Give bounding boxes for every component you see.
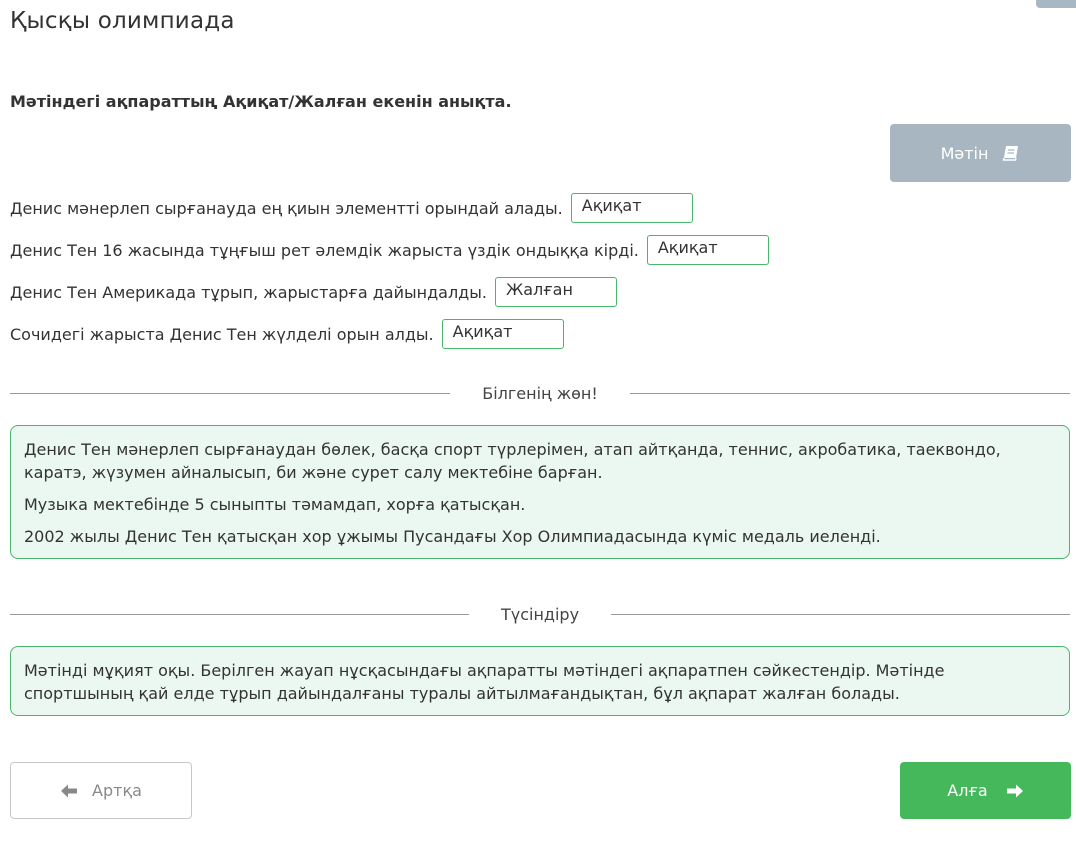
explanation-text: Мәтінді мұқият оқы. Берілген жауап нұсқасындағы ақпаратты мәтіндегі ақпаратпен сәйкестендір. Мәтінде спортшының қай елде тұрып дайындалғаны туралы айтылмағандықтан, бұл ақпарат жалған болады. [24, 661, 945, 703]
back-button[interactable] [10, 762, 192, 819]
answer-box[interactable]: Жалған [495, 277, 617, 307]
text-button[interactable] [890, 124, 1071, 182]
statement-row [10, 233, 769, 267]
fact-panel [10, 425, 1070, 559]
corner-tab[interactable] [1036, 0, 1076, 8]
statement-text: Денис Тен Америкада тұрып, жарыстарға дайындалды. [10, 282, 487, 302]
explanation-panel [10, 646, 1070, 716]
statement-text: Сочидегі жарыста Денис Тен жүлделі орын алды. [10, 324, 434, 344]
fact-paragraph: Музыка мектебінде 5 сыныпты тәмамдап, хорға қатысқан. [24, 495, 526, 514]
fact-section-heading: Білгенің жөн! [482, 383, 598, 403]
divider-line [10, 393, 450, 394]
fact-paragraph: Денис Тен мәнерлеп сырғанаудан бөлек, басқа спорт түрлерімен, атап айтқанда, теннис, акробатика, таеквондо, каратэ, жүзумен айналысып, би және сурет салу мектебіне барған. [24, 440, 1001, 482]
instruction-text: Мәтіндегі ақпараттың Ақиқат/Жалған екенін анықта. [10, 92, 512, 111]
statement-text: Денис Тен 16 жасында тұңғыш рет әлемдік жарыста үздік ондыққа кірді. [10, 240, 639, 260]
divider-line [611, 614, 1070, 615]
text-button-label: Мәтін [940, 143, 989, 163]
fact-section-divider [10, 383, 1070, 403]
explanation-section-divider [10, 604, 1070, 624]
arrow-right-icon [1006, 783, 1024, 799]
statement-row [10, 317, 769, 351]
fact-paragraph: 2002 жылы Денис Тен қатысқан хор ұжымы Пусандағы Хор Олимпиадасында күміс медаль иеленді. [24, 527, 881, 546]
next-button[interactable] [900, 762, 1071, 819]
divider-line [630, 393, 1070, 394]
statement-list [10, 191, 769, 359]
arrow-left-icon [60, 783, 78, 799]
statement-row [10, 191, 769, 225]
answer-box[interactable]: Ақиқат [647, 235, 769, 265]
explanation-section-heading: Түсіндіру [500, 604, 580, 624]
answer-box[interactable]: Ақиқат [571, 193, 693, 223]
book-icon [1002, 145, 1020, 161]
next-button-label: Алға [947, 781, 988, 800]
statement-text: Денис мәнерлеп сырғанауда ең қиын элементті орындай алады. [10, 198, 563, 218]
statement-row [10, 275, 769, 309]
back-button-label: Артқа [92, 781, 142, 800]
page-title: Қысқы олимпиада [10, 8, 235, 34]
answer-box[interactable]: Ақиқат [442, 319, 564, 349]
divider-line [10, 614, 469, 615]
